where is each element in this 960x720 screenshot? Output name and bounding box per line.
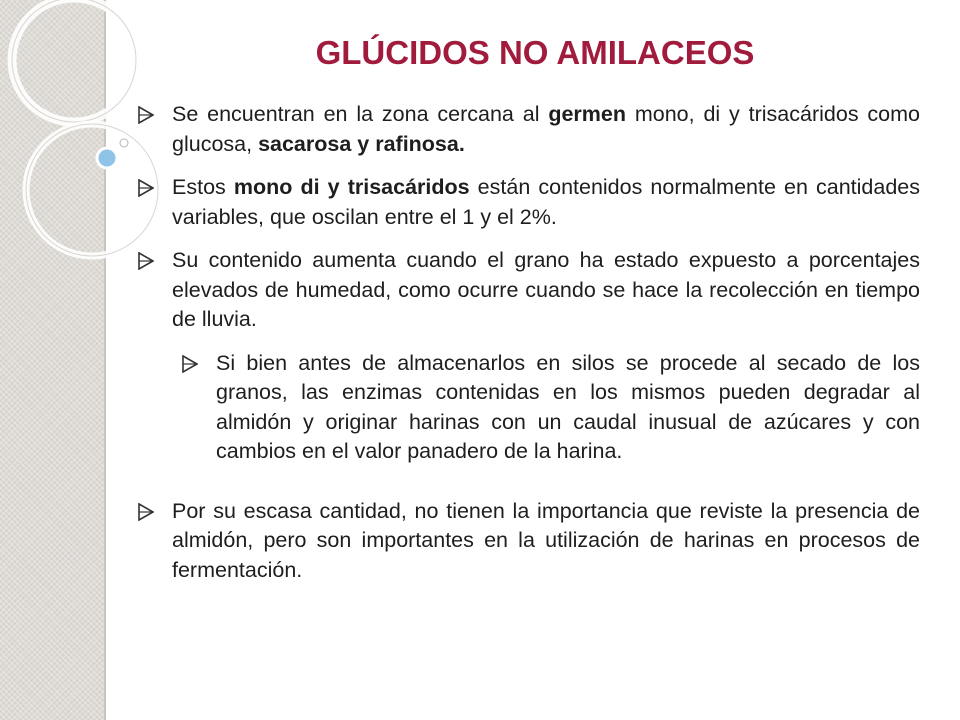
arrow-bullet-icon (138, 503, 154, 521)
arrow-bullet-icon (138, 252, 154, 270)
bold-text-segment: germen (548, 102, 626, 126)
arrow-bullet-icon (182, 355, 198, 373)
text-segment: Su contenido aumenta cuando el grano ha estado expuesto a porcentajes elevados de humedad, como ocurre cuando se hace la recolección en tiempo de lluvia. (172, 248, 920, 331)
small-ring-dot-icon (120, 139, 128, 147)
text-segment: Estos (172, 175, 234, 199)
text-segment: están contenidos normalmente en cantidades variables, que oscilan entre el 1 y el 2%. (172, 175, 920, 229)
blue-dot-icon (97, 148, 117, 168)
arrow-bullet-icon (138, 106, 154, 124)
bullet-item (130, 497, 920, 586)
text-segment: mono, di y trisacáridos como glucosa, (172, 102, 920, 156)
bold-text-segment: sacarosa y rafinosa. (258, 131, 465, 156)
slide-title: GLÚCIDOS NO AMILACEOS (315, 34, 755, 71)
arrow-bullet-icon (138, 179, 154, 197)
sub-bullet-item (174, 349, 920, 467)
text-segment: Por su escasa cantidad, no tienen la importancia que reviste la presencia de almidón, pero son importantes en la utilización de harinas en procesos de fermentación. (172, 498, 920, 582)
bold-text-segment: mono di y trisacáridos (233, 175, 470, 199)
bullet-item (130, 246, 920, 335)
bullet-item (130, 100, 920, 159)
bullet-list (130, 100, 920, 599)
text-segment: Si bien antes de almacenarlos en silos se procede al secado de los granos, las enzimas contenidas en los mismos pueden degradar al almidón y originar harinas con un caudal inusual de azúcares y con cambios en el valor panadero de la harina. (216, 350, 920, 463)
bullet-item (130, 173, 920, 232)
text-segment: Se encuentran en la zona cercana al (172, 102, 549, 126)
